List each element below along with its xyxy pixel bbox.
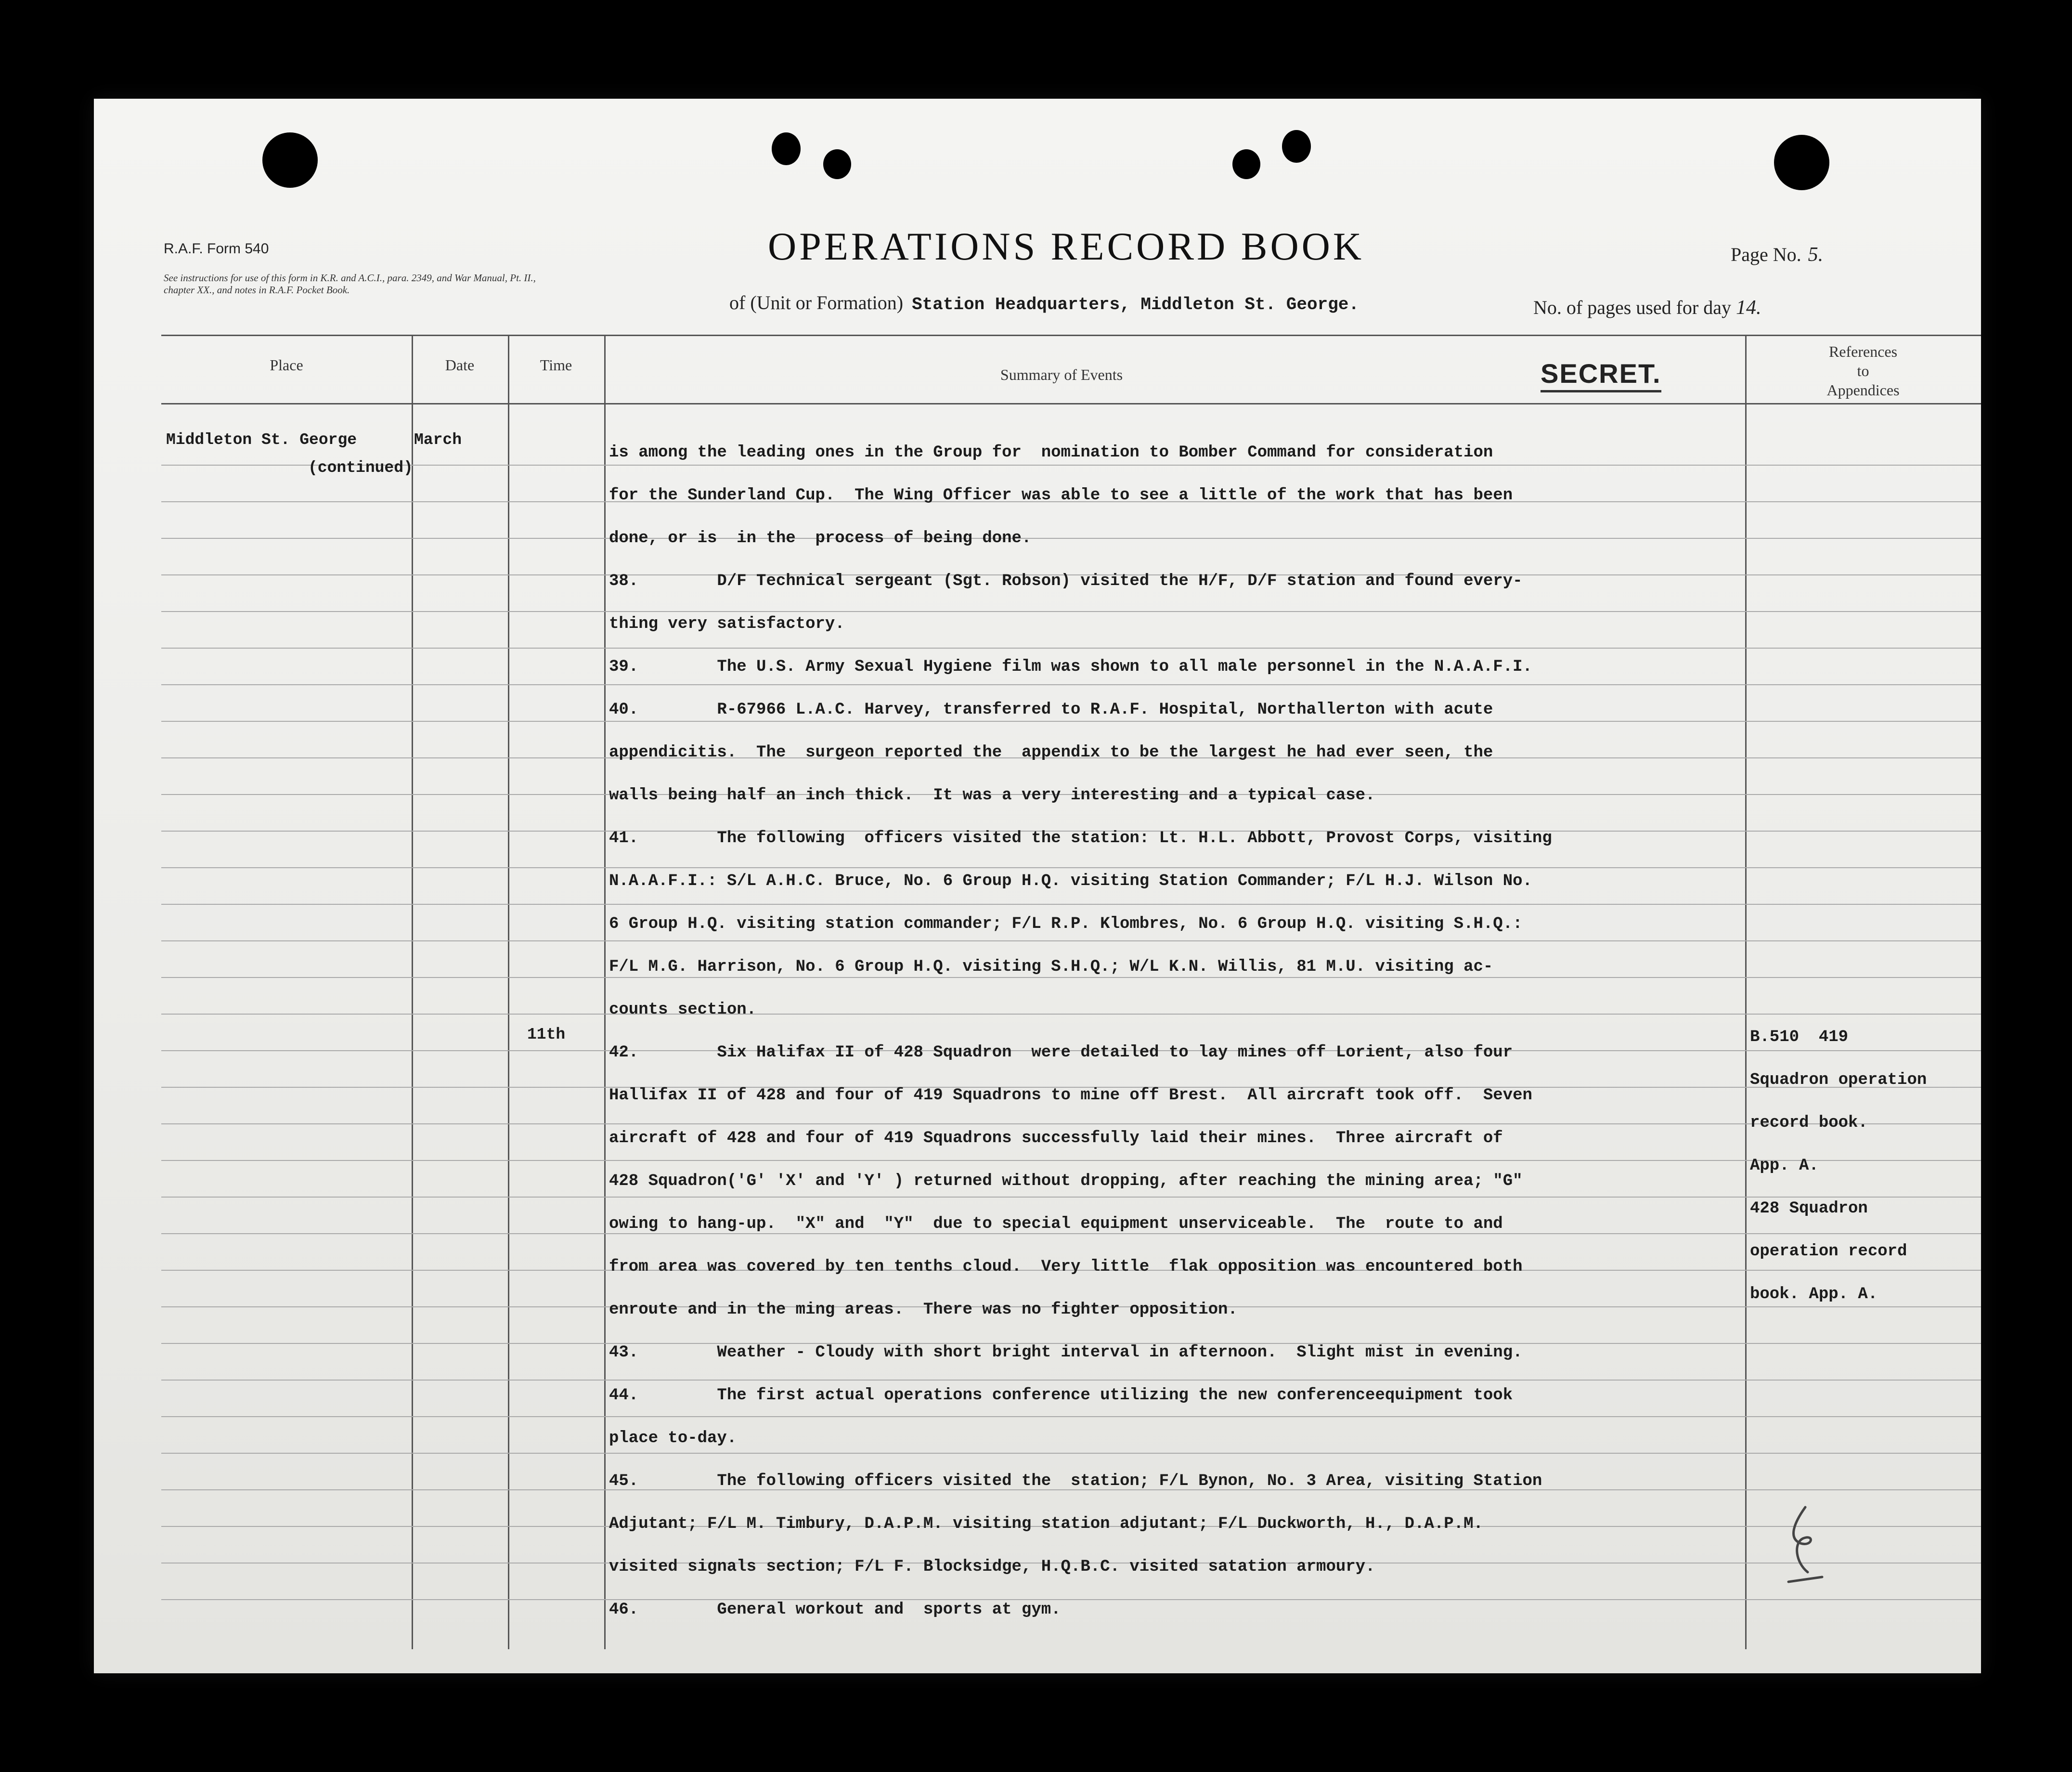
summary-line: walls being half an inch thick. It was a very interesting and a typical case. <box>609 786 1375 805</box>
pages-used-value: 14. <box>1736 297 1761 319</box>
reference-line: record book. <box>1750 1114 1868 1132</box>
col-header-date: Date <box>445 356 475 374</box>
col-header-references-line-1: References <box>1828 343 1898 360</box>
col-divider-time <box>604 335 606 1649</box>
time-cell: 11th <box>527 1026 566 1043</box>
unit-value: Station Headquarters, Middleton St. George. <box>912 295 1360 314</box>
summary-line: 45. The following officers visited the station; F/L Bynon, No. 3 Area, visiting Station <box>609 1472 1542 1490</box>
col-header-place: Place <box>270 356 303 374</box>
summary-line: 38. D/F Technical sergeant (Sgt. Robson) visited the H/F, D/F station and found every- <box>609 572 1523 590</box>
summary-line: Hallifax II of 428 and four of 419 Squadrons to mine off Brest. All aircraft took off. Seven <box>609 1086 1532 1105</box>
summary-line: visited signals section; F/L F. Blocksidge, H.Q.B.C. visited satation armoury. <box>609 1558 1375 1576</box>
summary-line: 46. General workout and sports at gym. <box>609 1601 1061 1619</box>
summary-line: enroute and in the ming areas. There was no fighter opposition. <box>609 1301 1238 1319</box>
classification-stamp: SECRET. <box>1541 358 1661 392</box>
handwritten-initials <box>1779 1505 1832 1587</box>
summary-line: for the Sunderland Cup. The Wing Officer was able to see a little of the work that has been <box>609 486 1513 505</box>
reference-line: book. App. A. <box>1750 1285 1878 1303</box>
ruled-line <box>161 1380 1981 1381</box>
form-instructions: See instructions for use of this form in K.R. and A.C.I., para. 2349, and War Manual, Pt. II., chapter XX., and notes in R.A.F. Pocket Book. <box>164 272 536 296</box>
place-cell-line-1: Middleton St. George <box>166 431 357 449</box>
page-title: OPERATIONS RECORD BOOK <box>768 224 1365 268</box>
col-divider-place <box>412 335 413 1649</box>
punch-hole-mid-1 <box>772 132 801 165</box>
page-number-value: 5. <box>1808 244 1824 266</box>
header-top-rule <box>161 335 1981 336</box>
summary-line: Adjutant; F/L M. Timbury, D.A.P.M. visiting station adjutant; F/L Duckworth, H., D.A.P.M. <box>609 1515 1483 1533</box>
summary-line: 43. Weather - Cloudy with short bright interval in afternoon. Slight mist in evening. <box>609 1343 1523 1362</box>
ruled-line <box>161 1416 1981 1417</box>
summary-line: 39. The U.S. Army Sexual Hygiene film was shown to all male personnel in the N.A.A.F.I. <box>609 658 1532 676</box>
form-number: R.A.F. Form 540 <box>164 241 269 257</box>
summary-line: aircraft of 428 and four of 419 Squadrons successfully laid their mines. Three aircraft of <box>609 1129 1503 1147</box>
summary-line: counts section. <box>609 1001 757 1019</box>
summary-line: appendicitis. The surgeon reported the appendix to be the largest he had ever seen, the <box>609 743 1493 762</box>
summary-line: N.A.A.F.I.: S/L A.H.C. Bruce, No. 6 Group H.Q. visiting Station Commander; F/L H.J. Wilson No. <box>609 872 1532 890</box>
col-header-references <box>1745 342 1981 400</box>
summary-line: place to-day. <box>609 1429 737 1447</box>
col-header-summary: Summary of Events <box>1000 366 1123 383</box>
ruled-line <box>161 904 1981 905</box>
page-number <box>1731 243 1823 266</box>
ruled-line <box>161 1123 1981 1124</box>
ruled-line <box>161 648 1981 649</box>
ruled-line <box>161 611 1981 612</box>
summary-line: F/L M.G. Harrison, No. 6 Group H.Q. visiting S.H.Q.; W/L K.N. Willis, 81 M.U. visiting ac- <box>609 958 1493 976</box>
summary-line: 44. The first actual operations conference utilizing the new conferenceequipment took <box>609 1386 1513 1405</box>
ruled-line <box>161 977 1981 978</box>
record-sheet <box>94 99 1981 1673</box>
unit-line <box>729 291 1368 314</box>
summary-line: done, or is in the process of being done. <box>609 529 1032 547</box>
page-number-label: Page No. <box>1731 244 1801 265</box>
reference-line: B.510 419 <box>1750 1028 1849 1046</box>
reference-line: 428 Squadron <box>1750 1199 1868 1218</box>
pages-used-line <box>1533 296 1761 319</box>
header-bottom-rule <box>161 403 1981 404</box>
unit-label: of (Unit or Formation) <box>729 292 904 313</box>
ruled-line <box>161 721 1981 722</box>
ruled-line <box>161 940 1981 941</box>
date-cell: March <box>414 431 462 449</box>
ruled-line <box>161 1160 1981 1161</box>
punch-hole-mid-4 <box>1282 130 1311 163</box>
punch-hole-left <box>262 132 318 188</box>
ruled-line <box>161 684 1981 685</box>
punch-hole-mid-3 <box>1232 149 1260 179</box>
ruled-line <box>161 1453 1981 1454</box>
col-header-time: Time <box>540 356 572 374</box>
ruled-line <box>161 465 1981 466</box>
summary-line: 428 Squadron('G' 'X' and 'Y' ) returned without dropping, after reaching the mining area; "G" <box>609 1172 1523 1190</box>
summary-line: owing to hang-up. "X" and "Y" due to special equipment unserviceable. The route to and <box>609 1215 1503 1233</box>
summary-line: 40. R-67966 L.A.C. Harvey, transferred to R.A.F. Hospital, Northallerton with acute <box>609 701 1493 719</box>
pages-used-label: No. of pages used for day <box>1533 297 1731 318</box>
col-header-references-line-2: to <box>1857 362 1869 379</box>
summary-line: is among the leading ones in the Group for nomination to Bomber Command for consideration <box>609 443 1493 462</box>
punch-hole-right <box>1774 135 1829 190</box>
ruled-line <box>161 867 1981 868</box>
summary-line: 41. The following officers visited the station: Lt. H.L. Abbott, Provost Corps, visiting <box>609 829 1552 847</box>
summary-line: 42. Six Halifax II of 428 Squadron were detailed to lay mines off Lorient, also four <box>609 1043 1513 1062</box>
reference-line: Squadron operation <box>1750 1071 1927 1089</box>
col-divider-date <box>508 335 509 1649</box>
punch-hole-mid-2 <box>823 149 851 179</box>
reference-line: App. A. <box>1750 1157 1819 1175</box>
summary-line: thing very satisfactory. <box>609 615 845 633</box>
col-header-references-line-3: Appendices <box>1826 381 1900 399</box>
reference-line: operation record <box>1750 1242 1907 1261</box>
summary-line: 6 Group H.Q. visiting station commander; F/L R.P. Klombres, No. 6 Group H.Q. visiting S.H.Q.: <box>609 915 1523 933</box>
summary-line: from area was covered by ten tenths cloud. Very little flak opposition was encountered both <box>609 1258 1523 1276</box>
ruled-line <box>161 1197 1981 1198</box>
place-cell-line-2: (continued) <box>308 459 413 477</box>
